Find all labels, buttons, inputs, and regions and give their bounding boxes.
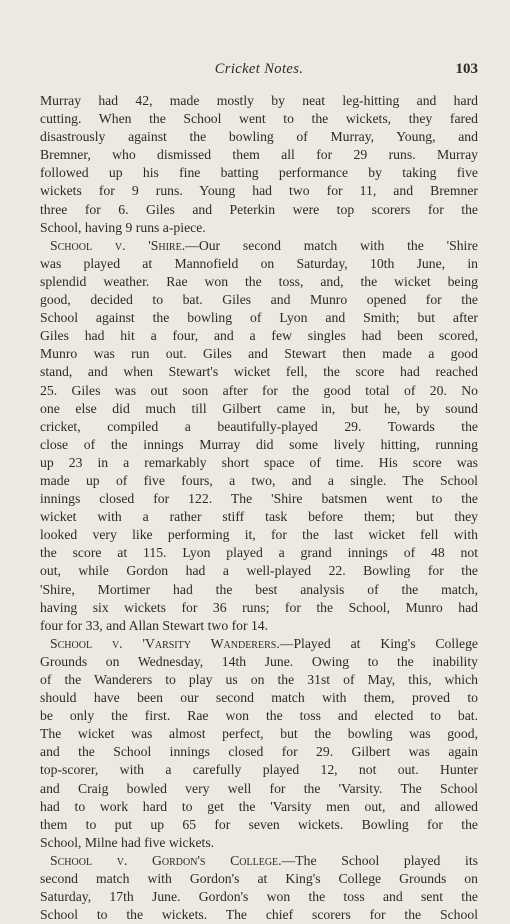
text-line [40, 110, 478, 128]
article-body [40, 92, 478, 924]
line-text: should have been our second match with them, proved to [40, 690, 478, 706]
match-heading: School v. 'Shire. [50, 237, 186, 253]
line-text: 25. Giles was out soon after for the good total of 20. No [40, 382, 478, 398]
text-line [40, 472, 478, 490]
page-number: 103 [455, 61, 478, 77]
text-line [40, 363, 478, 381]
text-line [40, 490, 478, 508]
line-text: was played at Mannofield on Saturday, 10th June, in [40, 255, 478, 271]
line-text: School, Milne had five wickets. [40, 834, 215, 850]
line-text: made up of five fours, a two, and a single. The School [40, 472, 478, 488]
text-line [40, 834, 478, 852]
text-line [40, 436, 478, 454]
line-text: and Craig bowled very well for the 'Varsity. The School [40, 780, 478, 796]
line-text: up 23 in a remarkably short space of time. His score was [40, 454, 478, 470]
line-text: one else did much till Gilbert came in, but he, by sound [40, 400, 478, 416]
text-line [40, 707, 478, 725]
text-line [40, 725, 478, 743]
section-heading-line [40, 852, 478, 870]
line-text: innings closed for 122. The 'Shire batsmen went to the [40, 491, 478, 507]
line-text: Grounds on Wednesday, 14th June. Owing to the inability [40, 653, 478, 669]
text-line [40, 544, 478, 562]
line-text: good, decided to bat. Giles and Munro opened for the [40, 292, 478, 308]
text-line [40, 599, 478, 617]
text-line [40, 743, 478, 761]
text-line [40, 508, 478, 526]
line-text: School against the bowling of Lyon and Smith; but after [40, 310, 478, 326]
match-heading: School v. Gordon's College. [50, 852, 282, 868]
line-text: top-scorer, with a carefully played 12, not out. Hunter [40, 762, 478, 778]
text-line [40, 219, 478, 237]
text-line [40, 562, 478, 580]
line-text: followed up his fine batting performance by taking five [40, 165, 478, 181]
line-text: stand, and when Stewart's wicket fell, the score had reached [40, 364, 478, 380]
text-line [40, 273, 478, 291]
text-line [40, 888, 478, 906]
line-text: wicket with a rather stiff task before them; but they [40, 509, 478, 525]
line-text: and the School innings closed for 29. Gilbert was again [40, 744, 478, 760]
text-line [40, 653, 478, 671]
line-text: having six wickets for 36 runs; for the School, Munro had [40, 599, 478, 615]
line-text: of the Wanderers to play us on the 31st of May, this, which [40, 672, 478, 687]
text-line [40, 454, 478, 472]
line-text: close of the innings Murray did some lively hitting, running [40, 436, 478, 452]
line-text: them to put up 65 for seven wickets. Bowling for the [40, 816, 478, 832]
line-text: Saturday, 17th June. Gordon's won the toss and sent the [40, 889, 478, 905]
text-line [40, 291, 478, 309]
section-heading-line [40, 635, 478, 653]
running-title: Cricket Notes. [214, 61, 304, 77]
text-line [40, 816, 478, 834]
text-line [40, 780, 478, 798]
line-text: —The School played its [281, 852, 478, 868]
line-text: Munro was run out. Giles and Stewart then made a good [40, 346, 478, 362]
line-text: Giles had hit a four, and a few singles had been scored, [40, 328, 478, 344]
line-text: —Our second match with the 'Shire [185, 237, 478, 253]
text-line [40, 146, 478, 164]
line-text: disastrously against the bowling of Murray, Young, and [40, 129, 478, 145]
text-line [40, 382, 478, 400]
text-line [40, 617, 478, 635]
text-line [40, 327, 478, 345]
text-line [40, 255, 478, 273]
text-line [40, 906, 478, 924]
line-text: 'Shire, Mortimer had the best analysis of the match, [40, 581, 478, 597]
line-text: The wicket was almost perfect, but the bowling was good, [40, 726, 478, 742]
line-text: the score at 115. Lyon played a grand innings of 48 not [40, 545, 478, 561]
line-text: cricket, compiled a beautifully-played 29. Towards the [40, 418, 478, 434]
text-line [40, 92, 478, 110]
text-line [40, 870, 478, 888]
section-heading-line [40, 237, 478, 255]
text-line [40, 761, 478, 779]
line-text: cutting. When the School went to the wickets, they fared [40, 111, 478, 127]
page-header [40, 61, 478, 83]
line-text: second match with Gordon's at King's College Grounds on [40, 871, 478, 887]
text-line [40, 345, 478, 363]
text-line [40, 689, 478, 707]
text-line [40, 400, 478, 418]
line-text: Bremner, who dismissed them all for 29 runs. Murray [40, 147, 478, 163]
text-line [40, 418, 478, 436]
text-line [40, 798, 478, 816]
line-text: School to the wickets. The chief scorers for the School [40, 907, 478, 923]
line-text: looked very like performing it, for the last wicket fell with [40, 527, 478, 543]
line-text: —Played at King's College [279, 635, 478, 651]
line-text: out, while Gordon had a well-played 22. Bowling for the [40, 563, 478, 579]
text-line [40, 671, 478, 689]
line-text: three for 6. Giles and Peterkin were top scorers for the [40, 201, 478, 217]
text-line [40, 164, 478, 182]
text-line [40, 128, 478, 146]
text-line [40, 201, 478, 219]
text-line [40, 182, 478, 200]
text-line [40, 526, 478, 544]
line-text: splendid weather. Rae won the toss, and, the wicket being [40, 273, 478, 289]
line-text: be only the first. Rae won the toss and elected to bat. [40, 708, 478, 724]
text-line [40, 581, 478, 599]
line-text: School, having 9 runs a-piece. [40, 219, 206, 235]
line-text: four for 33, and Allan Stewart two for 14. [40, 617, 269, 633]
text-line [40, 309, 478, 327]
line-text: wickets for 9 runs. Young had two for 11, and Bremner [40, 183, 478, 199]
match-heading: School v. 'Varsity Wanderers. [50, 635, 280, 651]
line-text: had to work hard to get the 'Varsity men out, and allowed [40, 798, 478, 814]
line-text: Murray had 42, made mostly by neat leg-hitting and hard [40, 93, 478, 108]
